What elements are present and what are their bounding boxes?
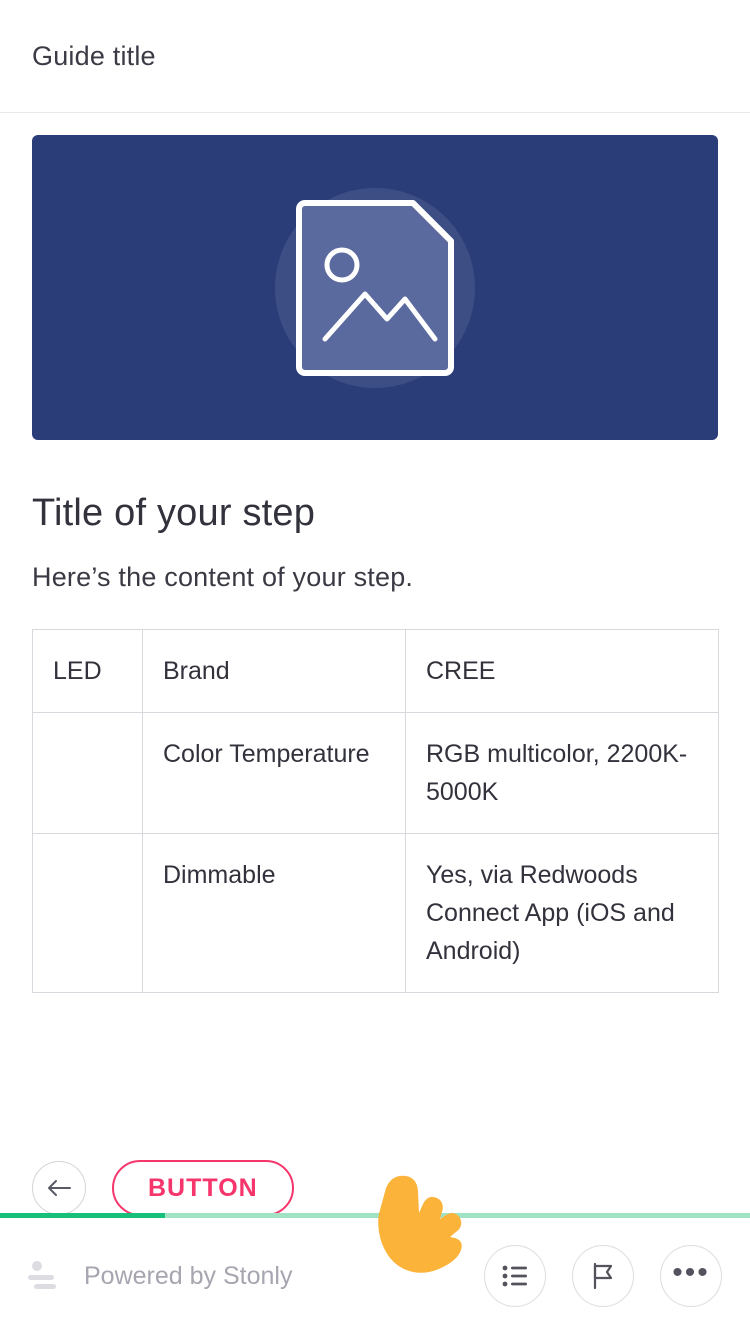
table-cell-property: Color Temperature [143, 713, 406, 834]
steps-list-button[interactable] [484, 1245, 546, 1307]
more-options-button[interactable] [660, 1245, 722, 1307]
table-row [33, 713, 719, 834]
arrow-left-icon [46, 1178, 72, 1198]
flag-button[interactable] [572, 1245, 634, 1307]
bottom-bar [0, 1218, 750, 1334]
table-row [33, 630, 719, 713]
image-placeholder-icon [295, 199, 455, 377]
specification-table [32, 629, 719, 993]
action-row [32, 1160, 294, 1216]
brand-label: Powered by Stonly [84, 1261, 293, 1290]
table-cell-property: Brand [143, 630, 406, 713]
table-cell-value: CREE [406, 630, 719, 713]
header [0, 0, 750, 113]
hero-image-placeholder [32, 135, 718, 440]
content-area [0, 113, 750, 1334]
step-title: Title of your step [32, 492, 316, 534]
back-button[interactable] [32, 1161, 86, 1215]
table-row [33, 834, 719, 993]
steps-list-icon [501, 1264, 529, 1288]
brand-area [26, 1258, 292, 1294]
table-cell-label [33, 713, 143, 834]
table-cell-value: Yes, via Redwoods Connect App (iOS and Android) [406, 834, 719, 993]
table-cell-label: LED [33, 630, 143, 713]
cta-button[interactable]: BUTTON [112, 1160, 294, 1216]
table-cell-label [33, 834, 143, 993]
more-options-icon: ••• [672, 1256, 710, 1289]
step-content: Here’s the content of your step. [32, 562, 414, 592]
page-title: Guide title [32, 40, 156, 71]
stonly-logo-icon [26, 1258, 66, 1294]
bottom-actions [484, 1245, 722, 1307]
flag-icon [590, 1262, 616, 1290]
table-cell-property: Dimmable [143, 834, 406, 993]
table-cell-value: RGB multicolor, 2200K-5000K [406, 713, 719, 834]
